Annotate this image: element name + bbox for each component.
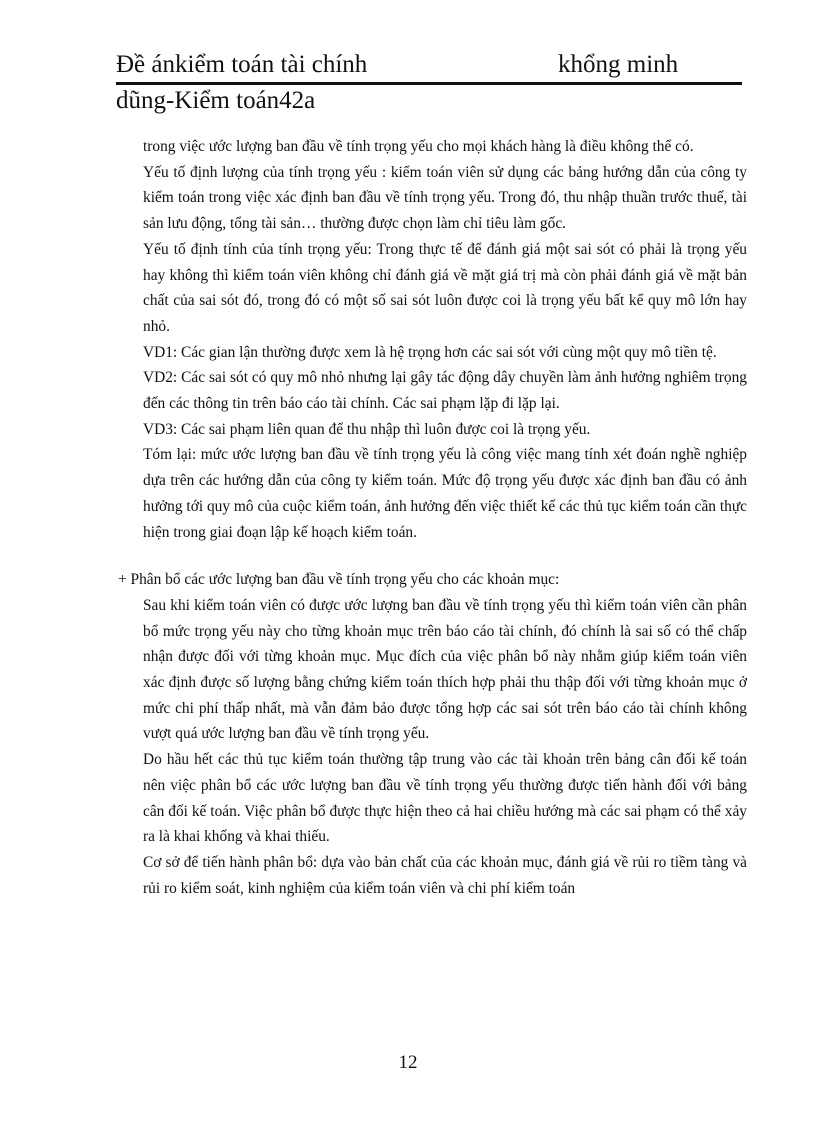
paragraph: VD2: Các sai sót có quy mô nhỏ nhưng lại gây tác động dây chuyền làm ảnh hưởng nghiêm trọng đến các thông tin trên báo cáo tài chính. Các sai phạm lặp đi lặp lại. bbox=[143, 369, 747, 413]
paragraph: Do hầu hết các thủ tục kiểm toán thường tập trung vào các tài khoản trên bảng cân đối kế toán nên việc phân bổ các ước lượng ban đầu về tính trọng yếu thường được tiến hành đối với bảng cân đối kế toán. Việc phân bổ được thực hiện theo cả hai chiều hướng mà các sai phạm có thể xảy ra là khai khống và khai thiếu. bbox=[143, 751, 747, 846]
header-author-name: khổng minh bbox=[558, 51, 679, 78]
paragraph: Sau khi kiểm toán viên có được ước lượng ban đầu về tính trọng yếu thì kiểm toán viên cần phân bổ mức trọng yếu này cho từng khoản mục trên báo cáo tài chính, đó chính là sai số có thể chấp nhận được đối với từng khoản mục. Mục đích của việc phân bổ này nhằm giúp kiểm toán viên xác định được số lượng bằng chứng kiểm toán thích hợp phải thu thập đối với từng khoản mục ở mức chi phí thấp nhất, mà vẫn đảm bảo được tổng hợp các sai sót trên báo cáo tài chính không vượt quá ước lượng ban đầu về tính trọng yếu. bbox=[143, 596, 747, 743]
page-body bbox=[118, 134, 747, 901]
paragraph: VD1: Các gian lận thường được xem là hệ trọng hơn các sai sót với cùng một quy mô tiền tệ. bbox=[143, 343, 717, 361]
header-title-line bbox=[116, 48, 742, 85]
paragraph: trong việc ước lượng ban đầu về tính trọng yếu cho mọi khách hàng là điều không thể có. bbox=[143, 138, 694, 155]
section-heading: + Phân bổ các ước lượng ban đầu về tính trọng yếu cho các khoản mục: bbox=[118, 571, 560, 589]
page-number: 12 bbox=[398, 1052, 418, 1073]
page-header bbox=[116, 48, 742, 118]
header-author-class: dũng-Kiểm toán42a bbox=[116, 87, 316, 114]
paragraph: Tóm lại: mức ước lượng ban đầu về tính trọng yếu là công việc mang tính xét đoán nghề nghiệp dựa trên các hướng dẫn của công ty kiểm toán. Mức độ trọng yếu được xác định ban đầu có ảnh hưởng tới quy mô của cuộc kiểm toán, ảnh hưởng đến việc thiết kế các thủ tục kiểm toán cần thực hiện trong giai đoạn lập kế hoạch kiểm toán. bbox=[143, 446, 747, 541]
paragraph: VD3: Các sai phạm liên quan để thu nhập thì luôn được coi là trọng yếu. bbox=[143, 420, 591, 438]
paragraph: Cơ sở để tiến hành phân bổ: dựa vào bản chất của các khoản mục, đánh giá về rủi ro tiềm tàng và rủi ro kiểm soát, kinh nghiệm của kiểm toán viên và chi phí kiểm toán bbox=[143, 853, 747, 897]
paragraph: Yếu tố định tính của tính trọng yếu: Trong thực tế để đánh giá một sai sót có phải là trọng yếu hay không thì kiểm toán viên không chỉ đánh giá về mặt giá trị mà còn phải đánh giá về mặt bản chất của sai sót đó, trong đó có một số sai sót luôn được coi là trọng yếu bất kể quy mô lớn hay nhỏ. bbox=[143, 240, 747, 335]
header-document-title: Đề ánkiểm toán tài chính bbox=[116, 51, 368, 78]
paragraph: Yếu tố định lượng của tính trọng yếu : kiểm toán viên sử dụng các bảng hướng dẫn của công ty kiểm toán trong việc xác định ban đầu về tính trọng yếu. Trong đó, thu nhập thuần trước thuế, tài sản lưu động, tổng tài sản… thường được chọn làm chỉ tiêu làm gốc. bbox=[143, 163, 747, 233]
